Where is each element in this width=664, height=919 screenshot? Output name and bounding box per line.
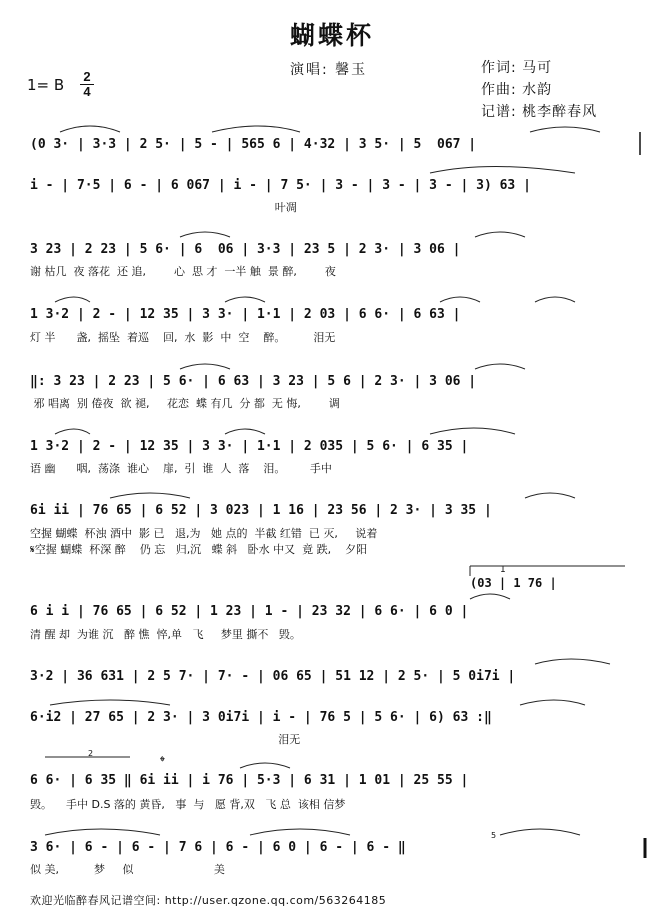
volta-2-label: 2 <box>88 749 94 758</box>
slur-mark <box>535 297 575 302</box>
lyric-line-8: 清 醒 却 为谁 沉 醉 憔 悴,单 飞 梦里 撕不 毁。 <box>30 628 301 641</box>
lyric-line-11: 毁。 手中 D.S 落的 黄昏, 事 与 愿 背,双 飞 总 该相 信梦 <box>30 798 346 811</box>
lyric-line-12: 似 美, 梦 似 美 <box>30 863 225 876</box>
footer-credit: 欢迎光临醉春风记谱空间: http://user.qzone.qq.com/563264185 <box>30 894 387 907</box>
coda-sign: 𝄌 <box>160 754 165 770</box>
volta-1-notes: (03 | 1 76 | <box>470 576 557 590</box>
time-signature-bottom: 4 <box>80 84 94 99</box>
lyric-line-6: 语 幽 咽, 荡涤 谁心 扉, 引 谁 人 落 泪。 手中 <box>30 462 332 475</box>
volta-1-label: 1 <box>500 565 506 575</box>
slur-mark <box>430 167 575 174</box>
staff-line-5: ‖: 3 23 | 2 23 | 5 6· | 6 63 | 3 23 | 5 6 | 2 3· | 3 06 | <box>30 374 477 389</box>
slur-mark <box>535 659 610 664</box>
slur-mark <box>430 428 515 434</box>
time-signature-top: 2 <box>83 69 91 84</box>
slur-mark <box>440 297 480 302</box>
transcriber-credit: 记谱: 桃李醉春风 <box>481 104 598 120</box>
slur-mark <box>525 493 575 498</box>
slur-mark <box>475 232 525 237</box>
slur-mark <box>180 364 230 369</box>
key-signature: 1= B <box>27 76 65 94</box>
fermata-count: 5 <box>491 831 497 840</box>
lyricist-credit: 作词: 马可 <box>481 60 553 76</box>
song-title: 蝴蝶杯 <box>289 21 374 50</box>
slur-mark <box>110 493 190 498</box>
staff-line-6: 1 3·2 | 2 - | 12 35 | 3 3· | 1·1 | 2 035 | 5 6· | 6 35 | <box>30 439 469 454</box>
lyric-line-7a: 空握 蝴蝶 杯浊 酒中 影 已 退,为 她 点的 半截 红错 已 灭, 说着 <box>30 527 378 540</box>
lyric-line-5: 邪 唱离 别 倦夜 欲 褪, 花恋 蝶 有几 分 都 无 悔, 调 <box>30 397 340 410</box>
staff-line-8: 6 i i | 76 65 | 6 52 | 1 23 | 1 - | 23 32 | 6 6· | 6 0 | <box>30 604 469 619</box>
slur-mark <box>50 700 170 705</box>
slur-mark <box>530 127 600 132</box>
composer-credit: 作曲: 水韵 <box>481 82 553 98</box>
lyric-line-7b: 𝄋空握 蝴蝶 杯深 醉 仍 忘 归,沉 蝶 斜 卧水 中又 竟 跌, 夕阳 <box>30 543 368 556</box>
lyric-line-4: 灯 半 盏, 摇坠 着巡 回, 水 影 中 空 醉。 泪无 <box>30 331 336 344</box>
lyric-line-10: 泪无 <box>30 733 301 746</box>
slur-mark <box>60 126 120 132</box>
staff-line-9: 3·2 | 36 631 | 2 5 7· | 7· - | 06 65 | 51 12 | 2 5· | 5 0i7i | <box>30 669 516 684</box>
lyric-line-3: 谢 枯几 夜 落花 还 追, 心 思 才 一半 触 景 醉, 夜 <box>30 265 336 278</box>
slur-mark <box>470 594 510 599</box>
slur-mark <box>212 126 300 132</box>
slur-mark <box>520 700 585 705</box>
slur-mark <box>45 829 160 835</box>
slur-mark <box>225 429 265 434</box>
lyric-line-2: 叶凋 <box>30 201 297 214</box>
slur-mark <box>55 297 90 302</box>
staff-line-3: 3 23 | 2 23 | 5 6· | 6 06 | 3·3 | 23 5 | 2 3· | 3 06 | <box>30 242 461 257</box>
slur-mark <box>250 829 350 835</box>
staff-line-10: 6·i2 | 27 65 | 2 3· | 3 0i7i | i - | 76 5 | 5 6· | 6) 63 :‖ <box>30 710 492 725</box>
singer-credit: 演唱: 馨玉 <box>290 62 368 78</box>
slur-mark <box>55 429 90 434</box>
slur-mark <box>500 829 580 835</box>
staff-line-11: 6 6· | 6 35 ‖ 6i ii | i 76 | 5·3 | 6 31 | 1 01 | 25 55 | <box>30 773 469 788</box>
slur-mark <box>180 232 230 237</box>
staff-line-4: 1 3·2 | 2 - | 12 35 | 3 3· | 1·1 | 2 03 | 6 6· | 6 63 | <box>30 307 461 322</box>
staff-line-12: 3 6· | 6 - | 6 - | 7 6 | 6 - | 6 0 | 6 - | 6 - ‖ <box>30 840 406 855</box>
staff-line-1: (0 3· | 3·3 | 2 5· | 5 - | 565 6 | 4·32 | 3 5· | 5 067 | <box>30 137 477 152</box>
slur-mark <box>225 297 265 302</box>
staff-line-2: i - | 7·5 | 6 - | 6 067 | i - | 7 5· | 3 - | 3 - | 3 - | 3) 63 | <box>30 178 531 193</box>
slur-mark <box>240 763 290 768</box>
slur-mark <box>475 364 525 369</box>
staff-line-7: 6i ii | 76 65 | 6 52 | 3 023 | 1 16 | 23 56 | 2 3· | 3 35 | <box>30 503 492 518</box>
